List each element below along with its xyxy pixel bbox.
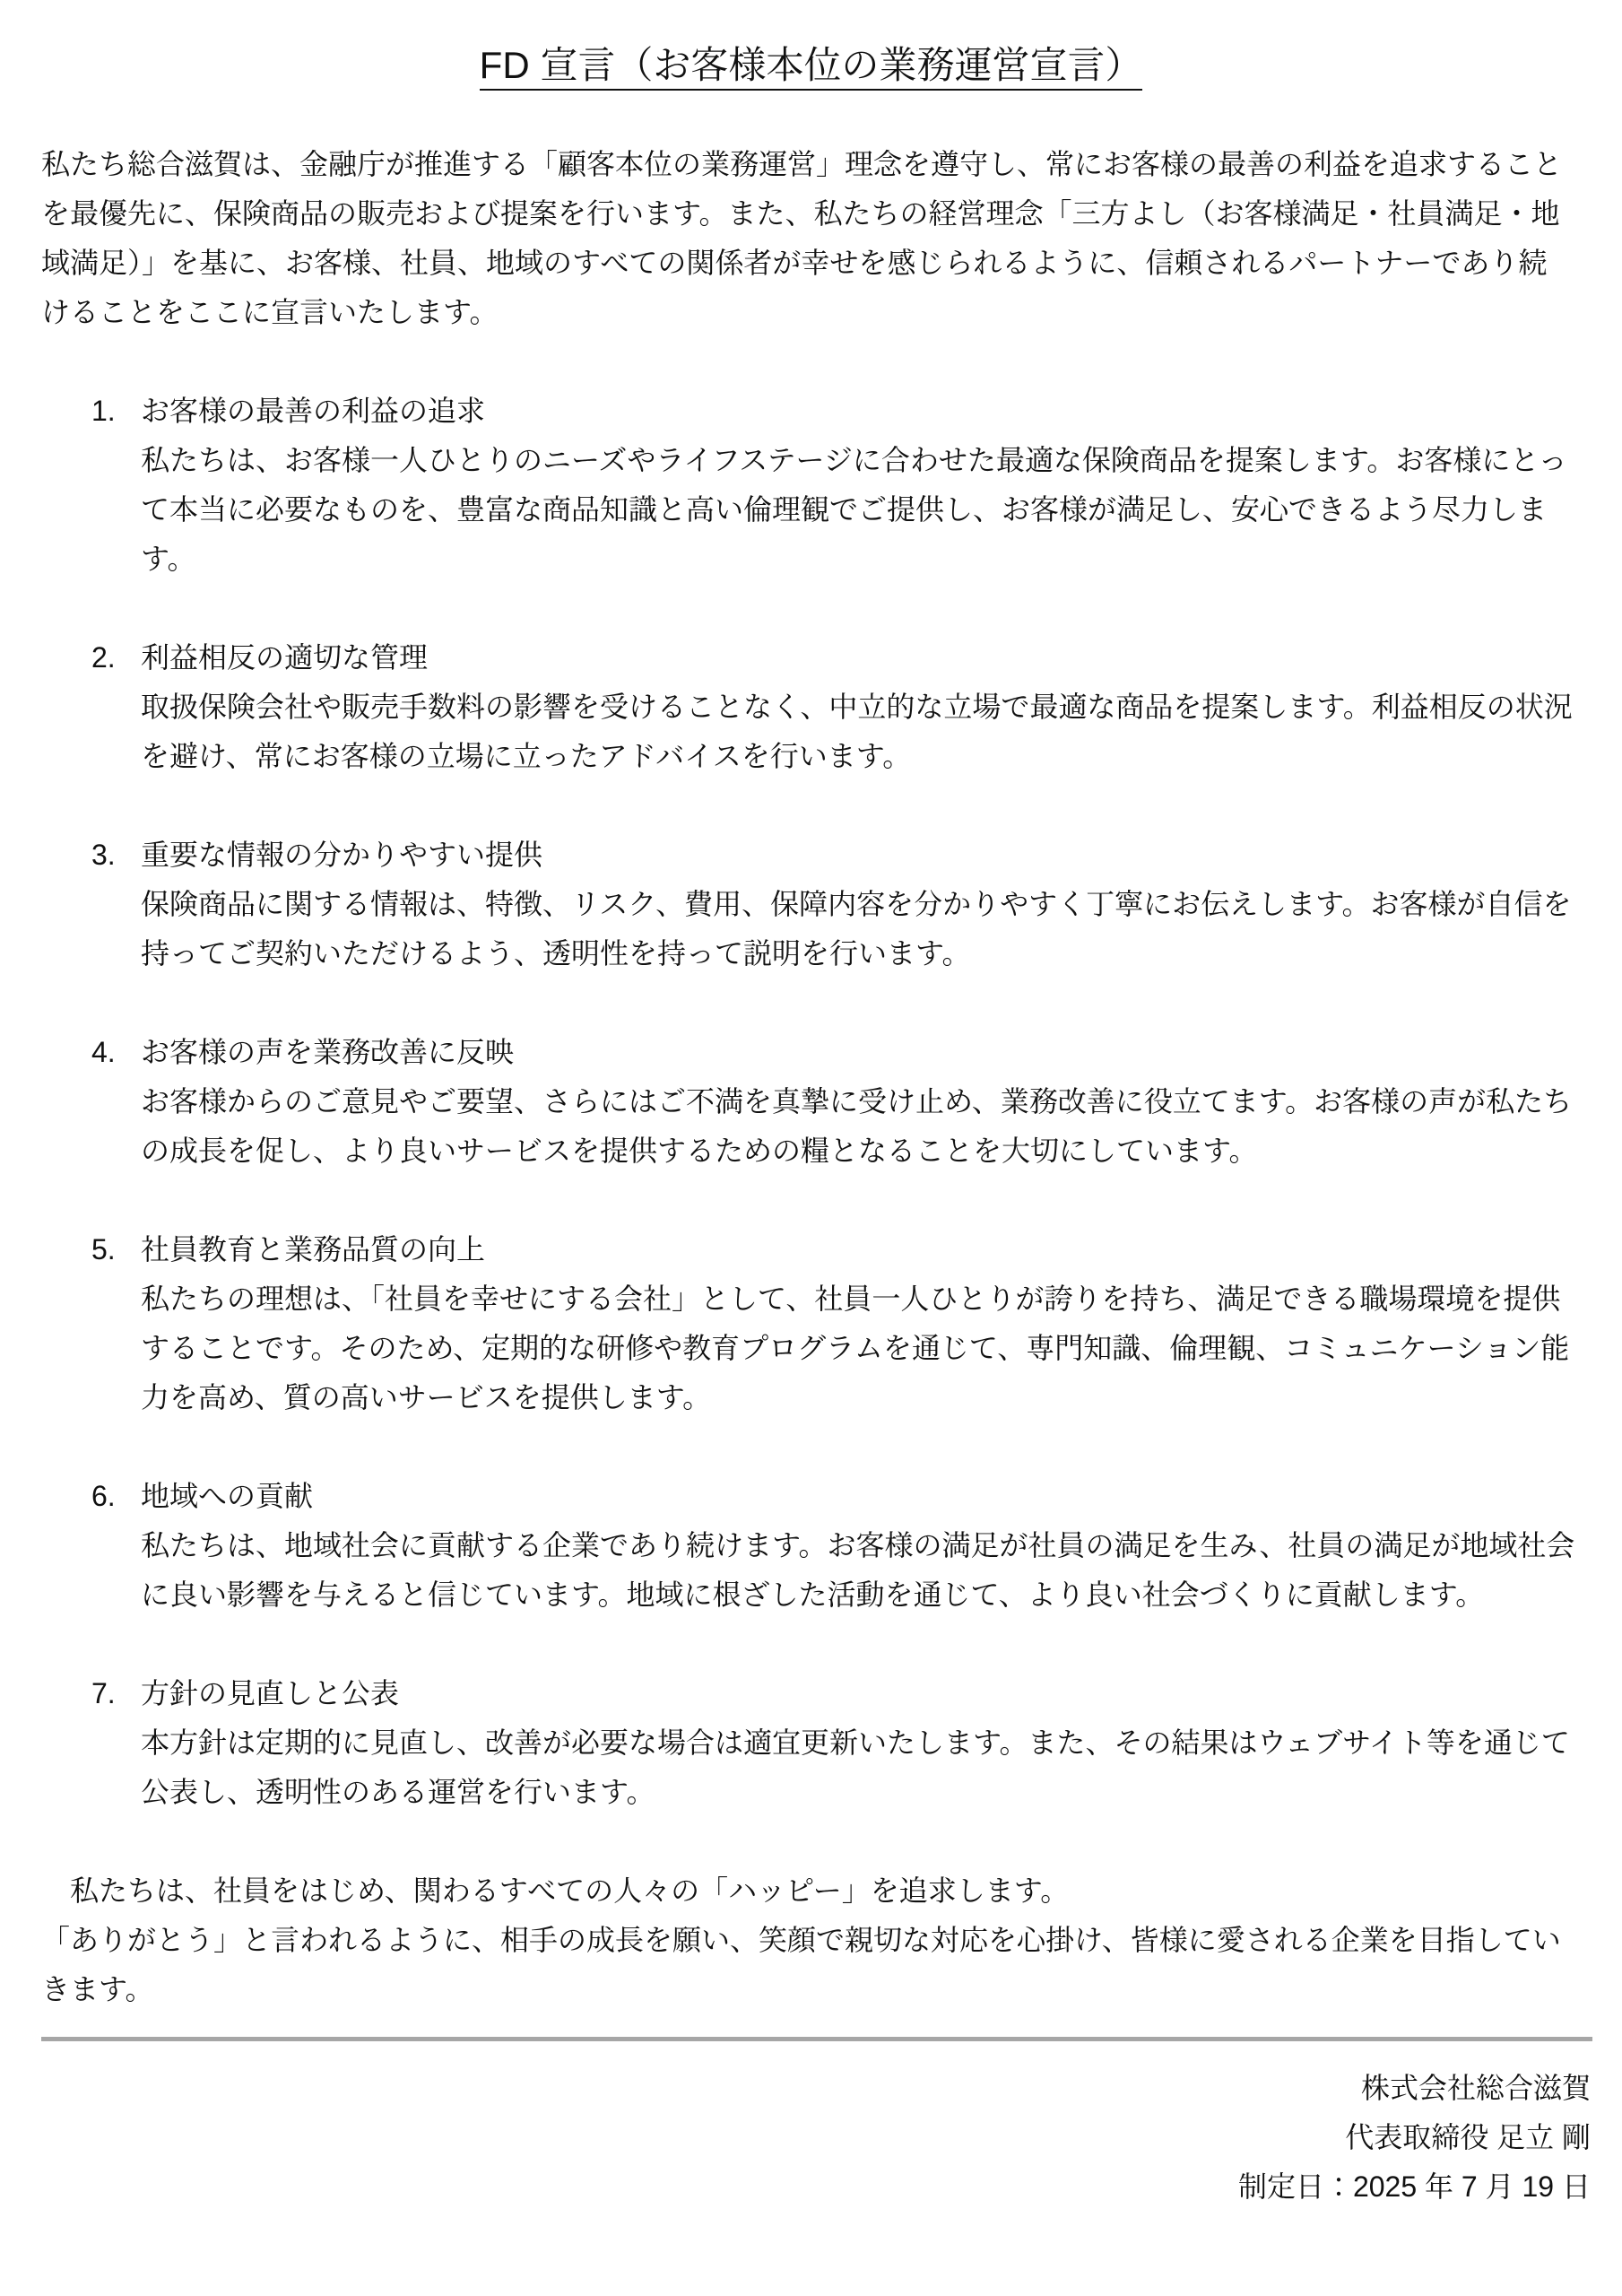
closing-line: きます。 <box>41 1973 154 2005</box>
item-body-line: 本方針は定期的に見直し、改善が必要な場合は適宜更新いたします。また、その結果はウェブサイト等を通じて <box>141 1726 1570 1759</box>
signature-block <box>0 2064 1622 2212</box>
item-number: 2. <box>91 641 116 674</box>
item-body-line: を避け、常にお客様の立場に立ったアドバイスを行います。 <box>141 740 912 772</box>
intro-line: を最優先に、保険商品の販売および提案を行います。また、私たちの経営理念「三方よし（お客様満足・社員満足・地 <box>41 197 1560 230</box>
item-heading: 利益相反の適切な管理 <box>141 641 429 674</box>
closing-paragraph <box>0 1866 1622 2014</box>
item-heading: 重要な情報の分かりやすい提供 <box>141 839 543 871</box>
item-number: 3. <box>91 839 116 871</box>
item-number: 7. <box>91 1677 116 1709</box>
intro-line: 域満足）」を基に、お客様、社員、地域のすべての関係者が幸せを感じられるように、信頼されるパートナーであり続 <box>41 247 1548 279</box>
item-body-line: の成長を促し、より良いサービスを提供するための糧となることを大切にしています。 <box>141 1135 1258 1167</box>
item-body-line: 私たちは、お客様一人ひとりのニーズやライフステージに合わせた最適な保険商品を提案します。お客様にとっ <box>141 444 1567 476</box>
declaration-item-1 <box>0 387 1622 584</box>
signature-divider <box>41 2037 1592 2041</box>
document-title: FD 宣言（お客様本位の業務運営宣言） <box>480 45 1143 91</box>
item-heading: お客様の最善の利益の追求 <box>141 395 486 427</box>
item-body-line: 私たちは、地域社会に貢献する企業であり続けます。お客様の満足が社員の満足を生み、社員の満足が地域社会 <box>141 1529 1575 1561</box>
document-body <box>0 140 1622 2212</box>
item-heading: 社員教育と業務品質の向上 <box>141 1233 486 1265</box>
item-heading: 方針の見直しと公表 <box>141 1677 400 1709</box>
declaration-item-3 <box>0 831 1622 978</box>
declaration-item-4 <box>0 1028 1622 1176</box>
item-body-line: 取扱保険会社や販売手数料の影響を受けることなく、中立的な立場で最適な商品を提案します。利益相反の状況 <box>141 691 1573 723</box>
established-date: 制定日：2025 年 7 月 19 日 <box>1237 2170 1591 2203</box>
item-body-line: お客様からのご意見やご要望、さらにはご不満を真摯に受け止め、業務改善に役立てます。お客様の声が私たち <box>141 1085 1573 1118</box>
item-body-line: 私たちの理想は、「社員を幸せにする会社」として、社員一人ひとりが誇りを持ち、満足できる職場環境を提供 <box>141 1283 1561 1315</box>
intro-line: けることをここに宣言いたします。 <box>41 296 499 328</box>
item-number: 6. <box>91 1480 116 1512</box>
item-body-line: することです。そのため、定期的な研修や教育プログラムを通じて、専門知識、倫理観、コミュニケーション能 <box>141 1332 1570 1364</box>
item-body-line: す。 <box>141 543 196 575</box>
item-body-line: て本当に必要なものを、豊富な商品知識と高い倫理観でご提供し、お客様が満足し、安心できるよう尽力しま <box>141 493 1548 526</box>
item-body-line: 力を高め、質の高いサービスを提供します。 <box>141 1381 712 1413</box>
intro-line: 私たち総合滋賀は、金融庁が推進する「顧客本位の業務運営」理念を遵守し、常にお客様の最善の利益を追求すること <box>41 148 1563 180</box>
signature-divider-row <box>0 2014 1622 2064</box>
company-name: 株式会社総合滋賀 <box>1360 2072 1591 2104</box>
item-body-line: 公表し、透明性のある運営を行います。 <box>141 1776 655 1808</box>
closing-line: 私たちは、社員をはじめ、関わるすべての人々の「ハッピー」を追求します。 <box>70 1874 1070 1907</box>
item-number: 5. <box>91 1233 116 1265</box>
item-body-line: に良い影響を与えると信じています。地域に根ざした活動を通じて、より良い社会づくりに貢献します。 <box>141 1578 1485 1611</box>
declaration-item-2 <box>0 633 1622 781</box>
declaration-item-7 <box>0 1669 1622 1817</box>
title-row <box>0 45 1622 91</box>
item-heading: 地域への貢献 <box>141 1480 314 1512</box>
item-body-line: 保険商品に関する情報は、特徴、リスク、費用、保障内容を分かりやすく丁寧にお伝えします。お客様が自信を <box>141 888 1572 920</box>
item-number: 4. <box>91 1036 116 1068</box>
item-number: 1. <box>91 395 116 427</box>
item-body-line: 持ってご契約いただけるよう、透明性を持って説明を行います。 <box>141 937 971 970</box>
intro-paragraph <box>0 140 1622 337</box>
declaration-item-6 <box>0 1472 1622 1620</box>
declaration-item-5 <box>0 1225 1622 1422</box>
representative-name: 代表取締役 足立 剛 <box>1345 2121 1591 2153</box>
closing-line: 「ありがとう」と言われるように、相手の成長を願い、笑顔で親切な対応を心掛け、皆様に愛される企業を目指してい <box>41 1924 1561 1956</box>
item-heading: お客様の声を業務改善に反映 <box>141 1036 515 1068</box>
